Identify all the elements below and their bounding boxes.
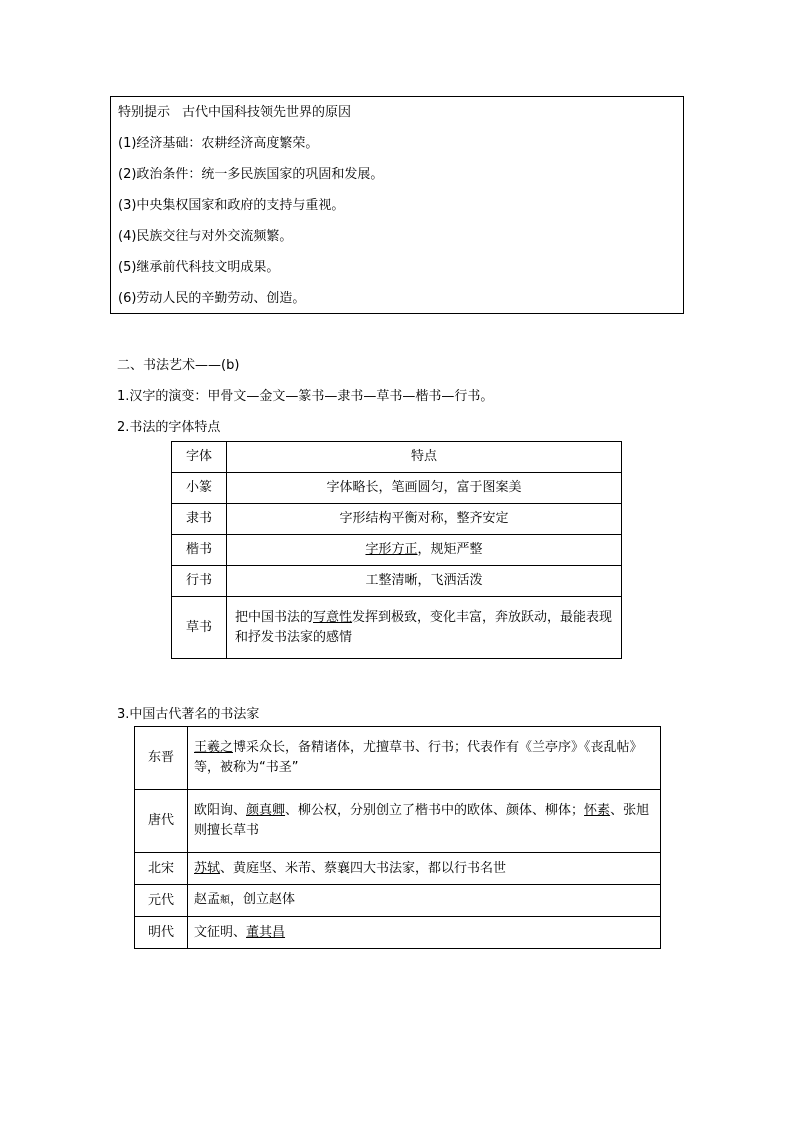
table-row	[135, 853, 661, 885]
table-header-cell: 特点	[227, 442, 622, 473]
underlined-text: 王羲之	[194, 740, 234, 755]
underlined-text: 写意性	[313, 609, 353, 625]
description-cell	[188, 790, 661, 853]
description-text: 欧阳询、	[194, 803, 247, 818]
description-text: 、柳公权，分别创立了楷书中的欧体、颜体、柳体；	[285, 803, 585, 818]
paragraph: 3.中国古代著名的书法家	[117, 707, 260, 722]
font-name-cell: 隶书	[172, 504, 227, 535]
calligraphers-table	[134, 726, 661, 949]
table-row	[135, 790, 661, 853]
underlined-text: 字形方正	[365, 542, 418, 557]
tip-item: (5)继承前代科技文明成果。	[118, 260, 280, 275]
feature-cell: 字体略长，笔画圆匀，富于图案美	[227, 473, 622, 504]
table-header-row	[172, 442, 622, 473]
feature-cell: 工整清晰，飞洒活泼	[227, 566, 622, 597]
feature-text: 发挥到极致，变化丰富，奔放跃动，最能表现和抒发书法家的感情	[235, 609, 613, 645]
description-text: 文征明、	[194, 924, 247, 940]
dynasty-cell: 元代	[135, 885, 188, 917]
paragraph: 1.汉字的演变：甲骨文—金文—篆书—隶书—草书—楷书—行书。	[117, 389, 494, 404]
feature-cell: 字形结构平衡对称，整齐安定	[227, 504, 622, 535]
tip-item: (3)中央集权国家和政府的支持与重视。	[118, 198, 345, 213]
font-name-cell: 小篆	[172, 473, 227, 504]
tip-title-text: 古代中国科技领先世界的原因	[182, 105, 352, 120]
tip-item: (4)民族交往与对外交流频繁。	[118, 229, 293, 244]
table-header-cell: 字体	[172, 442, 227, 473]
description-text: ，创立赵体	[230, 892, 296, 907]
table-row	[135, 917, 661, 949]
feature-cell	[227, 535, 622, 566]
tip-item: (6)劳动人民的辛勤劳动、创造。	[118, 291, 306, 306]
feature-cell	[227, 597, 622, 659]
table-row	[172, 535, 622, 566]
underlined-text: 董其昌	[246, 924, 286, 940]
underlined-text: 颜真卿	[246, 803, 286, 818]
section-title: 二、书法艺术——(b)	[117, 358, 240, 373]
font-name-cell: 草书	[172, 597, 227, 659]
feature-text: ，规矩严整	[417, 542, 483, 557]
table-row	[172, 504, 622, 535]
table-row	[135, 885, 661, 917]
table-row	[172, 473, 622, 504]
underlined-text: 苏轼	[194, 860, 221, 876]
description-cell	[188, 885, 661, 917]
description-cell	[188, 917, 661, 949]
table-row	[172, 597, 622, 659]
description-cell	[188, 853, 661, 885]
tip-title	[118, 104, 351, 122]
description-text: 赵孟	[194, 892, 221, 907]
description-text: 博采众长，备精诸体，尤擅草书、行书；代表作有《兰亭序》《丧乱帖》等，被称为“书圣”	[194, 740, 643, 775]
table-row	[172, 566, 622, 597]
tip-head: 特别提示	[118, 105, 171, 120]
font-name-cell: 行书	[172, 566, 227, 597]
underlined-text: 怀素	[584, 803, 611, 818]
dynasty-cell: 北宋	[135, 853, 188, 885]
tip-box	[110, 96, 684, 314]
dynasty-cell: 明代	[135, 917, 188, 949]
description-cell	[188, 727, 661, 790]
description-text: 、黄庭坚、米芾、蔡襄四大书法家，都以行书名世	[220, 860, 507, 876]
paragraph: 2.书法的字体特点	[117, 420, 221, 435]
description-text: 、张旭则擅长草书	[194, 803, 650, 838]
dynasty-cell: 东晋	[135, 727, 188, 790]
dynasty-cell: 唐代	[135, 790, 188, 853]
tip-item: (1)经济基础：农耕经济高度繁荣。	[118, 136, 319, 151]
table-row	[135, 727, 661, 790]
font-features-table	[171, 441, 622, 659]
feature-text: 把中国书法的	[235, 609, 314, 625]
tip-item: (2)政治条件：统一多民族国家的巩固和发展。	[118, 167, 384, 182]
small-character: 頫	[220, 895, 231, 906]
font-name-cell: 楷书	[172, 535, 227, 566]
